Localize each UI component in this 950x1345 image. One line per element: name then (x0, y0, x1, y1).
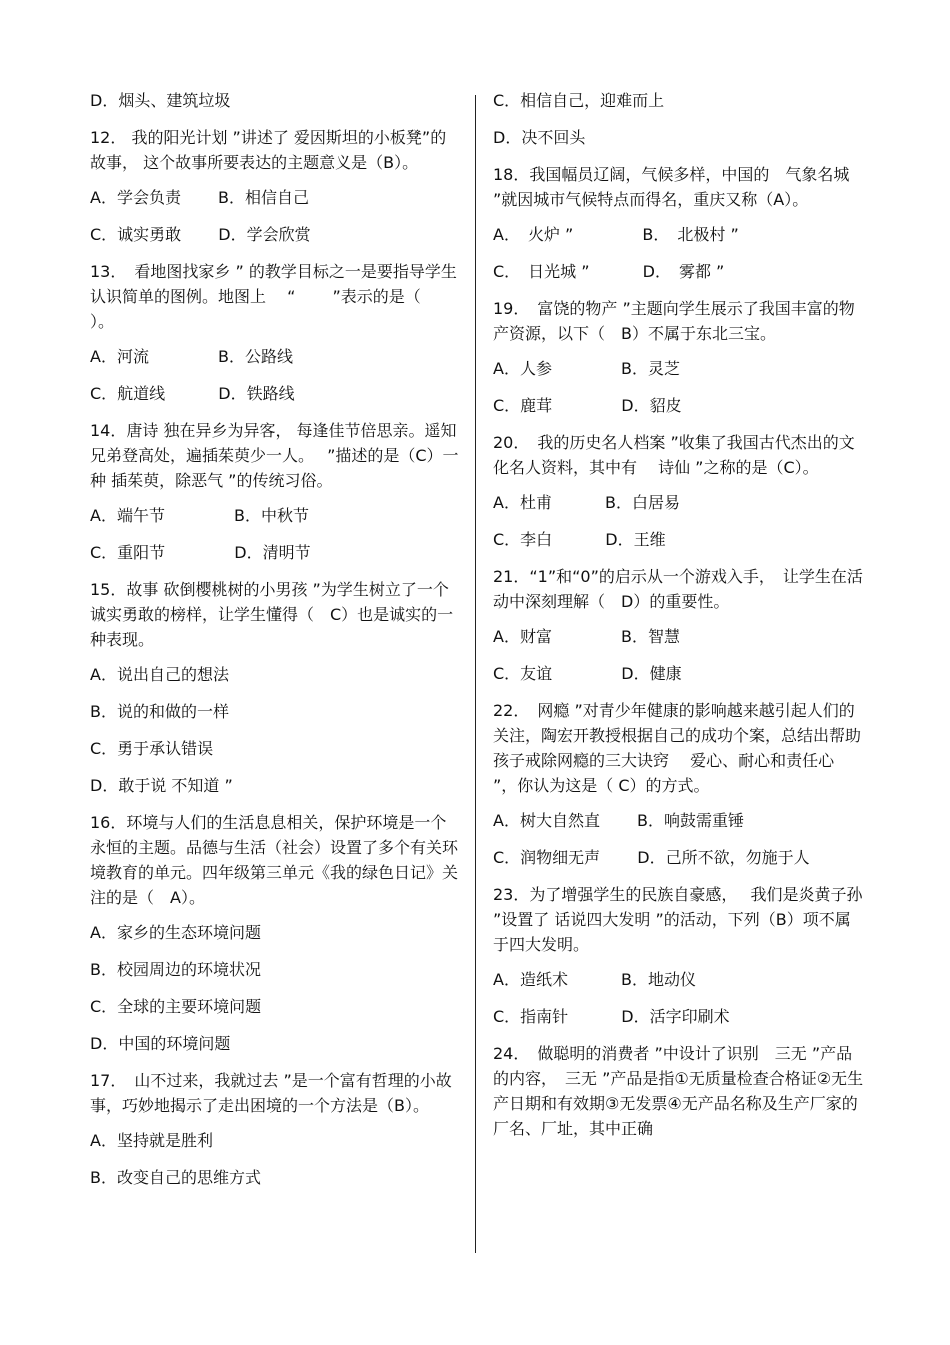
option-line: A．说出自己的想法 (90, 665, 229, 684)
option-line: D．敢于说 不知道 ” (90, 776, 233, 795)
option-line: B．校园周边的环境状况 (90, 960, 261, 979)
question-16: 16．环境与人们的生活息息相关，保护环境是一个永恒的主题。品德与生活（社会）设置了多个有关环境教育的单元。四年级第三单元《我的绿色日记》关注的是（ A）。 (90, 813, 459, 907)
option-line: C．诚实勇敢 D．学会欣赏 (90, 225, 311, 244)
option-line: D．中国的环境问题 (90, 1034, 231, 1053)
option-line: A．财富 B．智慧 (493, 627, 681, 646)
question-13: 13． 看地图找家乡 ” 的教学目标之一是要指导学生认识简单的图例。地图上 “ ”表示的是（ ）。 (90, 262, 457, 331)
option-line: A．造纸术 B．地动仪 (493, 970, 697, 989)
option-line: A．坚持就是胜利 (90, 1131, 213, 1150)
option-line: C．重阳节 D．清明节 (90, 543, 311, 562)
question-14: 14．唐诗 独在异乡为异客， 每逢佳节倍思亲。遥知兄弟登高处，遍插茱萸少一人。 ”描述的是（C）一种 插茱萸，除恶气 ”的传统习俗。 (90, 421, 459, 490)
question-24: 24． 做聪明的消费者 ”中设计了识别 三无 ”产品的内容， 三无 ”产品是指①无质量检查合格证②无生产日期和有效期③无发票④无产品名称及生产厂家的厂名、厂址，其中正确 (493, 1044, 864, 1138)
option-line: D．决不回头 (493, 128, 586, 147)
option-line: A． 火炉 ” B． 北极村 ” (493, 225, 739, 244)
question-20: 20． 我的历史名人档案 ”收集了我国古代杰出的文化名人资料，其中有 诗仙 ”之称的是（C）。 (493, 433, 855, 477)
option-line: C．鹿茸 D．貂皮 (493, 396, 682, 415)
option-line: C．润物细无声 D．己所不欲，勿施于人 (493, 848, 810, 867)
option-line: A．人参 B．灵芝 (493, 359, 681, 378)
option-line: A．学会负责 B．相信自己 (90, 188, 310, 207)
option-line: C．李白 D．王维 (493, 530, 666, 549)
option-line: C．友谊 D．健康 (493, 664, 682, 683)
option-line: A．树大自然直 B．响鼓需重锤 (493, 811, 745, 830)
question-17: 17． 山不过来，我就过去 ”是一个富有哲理的小故事，巧妙地揭示了走出困境的一个方法是（B）。 (90, 1071, 452, 1115)
option-line: A．河流 B．公路线 (90, 347, 294, 366)
question-12: 12． 我的阳光计划 ”讲述了 爱因斯坦的小板凳”的故事， 这个故事所要表达的主题意义是（B）。 (90, 128, 447, 172)
option-line: B．说的和做的一样 (90, 702, 229, 721)
option-line: C．指南针 D．活字印刷术 (493, 1007, 730, 1026)
option-line: B．改变自己的思维方式 (90, 1168, 261, 1187)
option-line: C．勇于承认错误 (90, 739, 214, 758)
question-22: 22． 网瘾 ”对青少年健康的影响越来越引起人们的关注，陶宏开教授根据自己的成功个案，总结出帮助孩子戒除网瘾的三大诀窍 爱心、耐心和责任心 ”，你认为这是（ C）的方式。 (493, 701, 862, 795)
question-19: 19． 富饶的物产 ”主题向学生展示了我国丰富的物产资源，以下（ B）不属于东北三宝。 (493, 299, 855, 343)
option-line: D．烟头、建筑垃圾 (90, 91, 231, 110)
option-line: A．端午节 B．中秋节 (90, 506, 310, 525)
option-line: A．杜甫 B．白居易 (493, 493, 681, 512)
column-divider (475, 95, 476, 1253)
option-line: C． 日光城 ” D． 雾都 ” (493, 262, 725, 281)
option-line: C．相信自己，迎难而上 (493, 91, 665, 110)
option-line: A．家乡的生态环境问题 (90, 923, 261, 942)
right-column (493, 88, 865, 1151)
question-23: 23．为了增强学生的民族自豪感， 我们是炎黄子孙 ”设置了 话说四大发明 ”的活动，下列（B）项不属于四大发明。 (493, 885, 863, 954)
option-line: C．全球的主要环境问题 (90, 997, 262, 1016)
left-column (90, 88, 460, 1202)
question-15: 15．故事 砍倒樱桃树的小男孩 ”为学生树立了一个诚实勇敢的榜样，让学生懂得（ C）也是诚实的一种表现。 (90, 580, 454, 649)
question-18: 18．我国幅员辽阔，气候多样，中国的 气象名城 ”就因城市气候特点而得名，重庆又称（A）。 (493, 165, 850, 209)
option-line: C．航道线 D．铁路线 (90, 384, 295, 403)
question-21: 21．“1”和“0”的启示从一个游戏入手， 让学生在活动中深刻理解（ D）的重要性。 (493, 567, 863, 611)
